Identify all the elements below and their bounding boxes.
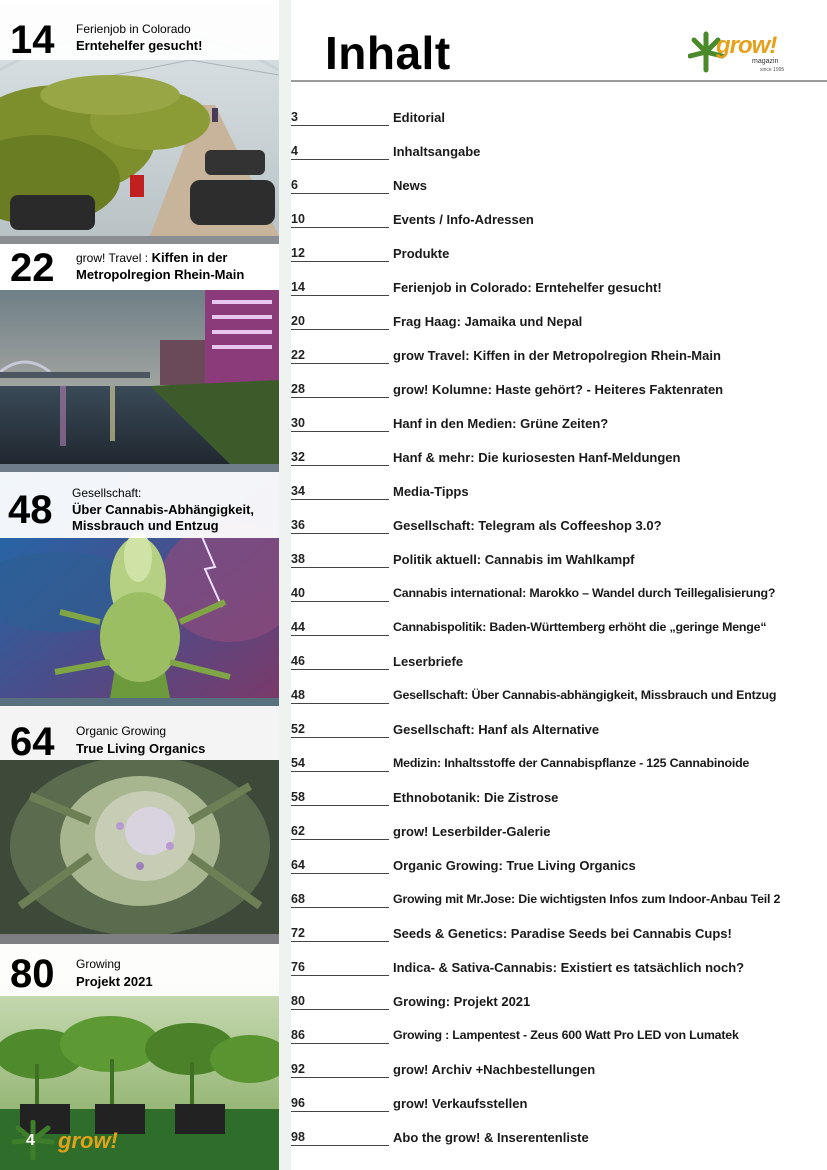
toc-entry-title: Ethnobotanik: Die Zistrose xyxy=(393,790,559,805)
toc-entry-title: Frag Haag: Jamaika und Nepal xyxy=(393,314,583,329)
toc-entry-title: Abo the grow! & Inserentenliste xyxy=(393,1130,589,1145)
feature-number: 22 xyxy=(10,246,55,290)
toc-entry[interactable] xyxy=(291,543,827,577)
toc-page-number: 30 xyxy=(291,416,389,432)
toc-entry[interactable] xyxy=(291,1053,827,1087)
feature-48[interactable] xyxy=(0,472,279,698)
feature-title-line2: Missbrauch und Entzug xyxy=(72,518,219,533)
divider-bar xyxy=(0,934,279,944)
toc-entry[interactable] xyxy=(291,475,827,509)
feature-header xyxy=(0,472,279,538)
toc-page-number: 40 xyxy=(291,586,389,602)
feature-number: 48 xyxy=(8,488,53,532)
toc-page-number: 58 xyxy=(291,790,389,806)
feature-title: True Living Organics xyxy=(76,741,206,756)
toc-page-number: 34 xyxy=(291,484,389,500)
toc-page-number: 80 xyxy=(291,994,389,1010)
toc-entry-title: News xyxy=(393,178,427,193)
logo-since: since 1995 xyxy=(760,67,785,73)
toc-entry[interactable] xyxy=(291,441,827,475)
toc-page-number: 20 xyxy=(291,314,389,330)
feature-22[interactable] xyxy=(0,244,279,464)
feature-number: 64 xyxy=(10,720,55,764)
toc-page-number: 62 xyxy=(291,824,389,840)
toc-page-number: 52 xyxy=(291,722,389,738)
toc-entry-title: Growing: Projekt 2021 xyxy=(393,994,531,1009)
toc-page-number: 54 xyxy=(291,756,389,772)
feature-64[interactable] xyxy=(0,706,279,934)
toc-entry-title: Gesellschaft: Telegram als Coffeeshop 3.0? xyxy=(393,518,662,533)
toc-entry[interactable] xyxy=(291,713,827,747)
toc-entry-title: Events / Info-Adressen xyxy=(393,212,534,227)
toc-entry[interactable] xyxy=(291,951,827,985)
toc-entry-title: Growing : Lampentest - Zeus 600 Watt Pro LED von Lumatek xyxy=(393,1028,739,1042)
toc-entry-title: Produkte xyxy=(393,246,450,261)
toc-page-number: 92 xyxy=(291,1062,389,1078)
toc-entry[interactable] xyxy=(291,305,827,339)
feature-title: Projekt 2021 xyxy=(76,974,153,989)
feature-header xyxy=(0,706,279,764)
toc-page-number: 10 xyxy=(291,212,389,228)
feature-14[interactable] xyxy=(0,0,279,236)
toc-entry[interactable] xyxy=(291,339,827,373)
toc-entry[interactable] xyxy=(291,237,827,271)
feature-kicker: Ferienjob in Colorado xyxy=(76,22,191,36)
toc-entry-title: Gesellschaft: Über Cannabis-abhängigkeit, Missbrauch und Entzug xyxy=(393,688,777,702)
toc-entry-title: Hanf in den Medien: Grüne Zeiten? xyxy=(393,416,609,431)
toc-entry[interactable] xyxy=(291,135,827,169)
toc-entry[interactable] xyxy=(291,645,827,679)
toc-page-number: 12 xyxy=(291,246,389,262)
toc-entry[interactable] xyxy=(291,169,827,203)
toc-entry[interactable] xyxy=(291,271,827,305)
toc-entry[interactable] xyxy=(291,203,827,237)
feature-kicker: Growing xyxy=(76,957,121,971)
toc-entry-title: Growing mit Mr.Jose: Die wichtigsten Infos zum Indoor-Anbau Teil 2 xyxy=(393,892,781,906)
toc-entry[interactable] xyxy=(291,849,827,883)
toc-page-number: 86 xyxy=(291,1028,389,1044)
toc-entry[interactable] xyxy=(291,985,827,1019)
feature-kicker: grow! Travel : xyxy=(76,251,149,265)
feature-title-line2: Metropolregion Rhein-Main xyxy=(76,267,245,282)
toc-page-number: 64 xyxy=(291,858,389,874)
toc-entry[interactable] xyxy=(291,815,827,849)
toc-entry-title: Ferienjob in Colorado: Erntehelfer gesucht! xyxy=(393,280,662,295)
feature-title-line1: Über Cannabis-Abhängigkeit, xyxy=(72,502,255,517)
toc-page-number: 32 xyxy=(291,450,389,466)
feature-header xyxy=(0,0,279,60)
toc-entry[interactable] xyxy=(291,407,827,441)
feature-header xyxy=(0,244,279,290)
toc-entry-title: Media-Tipps xyxy=(393,484,469,499)
toc-entry-title: Organic Growing: True Living Organics xyxy=(393,858,636,873)
toc-page-number: 98 xyxy=(291,1130,389,1146)
feature-number: 80 xyxy=(10,952,55,996)
feature-header xyxy=(0,944,279,996)
toc-entry[interactable] xyxy=(291,1087,827,1121)
divider-bar xyxy=(0,464,279,472)
toc-entry-title: Gesellschaft: Hanf als Alternative xyxy=(393,722,600,737)
toc-entry-title: Politik aktuell: Cannabis im Wahlkampf xyxy=(393,552,635,567)
logo-sub: magazin xyxy=(752,58,779,65)
toc-page-number: 96 xyxy=(291,1096,389,1112)
toc-entry[interactable] xyxy=(291,373,827,407)
toc-page-number: 46 xyxy=(291,654,389,670)
toc-entry-title: Cannabis international: Marokko – Wandel durch Teillegalisierung? xyxy=(393,586,776,600)
toc-page-number: 36 xyxy=(291,518,389,534)
feature-number: 14 xyxy=(10,18,55,62)
toc-page-number: 3 xyxy=(291,110,389,126)
toc-entry-title: Hanf & mehr: Die kuriosesten Hanf-Meldungen xyxy=(393,450,681,465)
toc-entry-title: Editorial xyxy=(393,110,446,125)
river-city-photo xyxy=(0,290,279,464)
feature-title xyxy=(76,250,228,266)
toc-entry-title: grow Travel: Kiffen in der Metropolregion Rhein-Main xyxy=(393,348,721,363)
feature-title-line1: Kiffen in der xyxy=(151,250,228,265)
toc-entry-title: grow! Verkaufsstellen xyxy=(393,1096,528,1111)
toc-entry-title: Cannabispolitik: Baden-Württemberg erhöht die „geringe Menge“ xyxy=(393,620,767,634)
grow-logo[interactable] xyxy=(688,30,798,76)
divider-bar xyxy=(0,236,279,244)
toc-page-number: 28 xyxy=(291,382,389,398)
toc-page-number: 6 xyxy=(291,178,389,194)
page-number: 4 xyxy=(26,1132,35,1149)
toc-entry[interactable] xyxy=(291,577,827,611)
toc-page-number: 48 xyxy=(291,688,389,704)
divider-bar xyxy=(0,698,279,706)
toc-entry[interactable] xyxy=(291,1121,827,1155)
feature-column xyxy=(0,0,279,1170)
toc-entry-title: Inhaltsangabe xyxy=(393,144,481,159)
toc-entry-title: Medizin: Inhaltsstoffe der Cannabispflanze - 125 Cannabinoide xyxy=(393,756,750,770)
feature-kicker: Organic Growing xyxy=(76,724,167,738)
toc-page-number: 76 xyxy=(291,960,389,976)
logo-brand: grow! xyxy=(716,32,777,59)
toc-page-number: 14 xyxy=(291,280,389,296)
toc-entry[interactable] xyxy=(291,509,827,543)
toc-entry-title: Seeds & Genetics: Paradise Seeds bei Cannabis Cups! xyxy=(393,926,732,941)
toc-page-number: 22 xyxy=(291,348,389,364)
toc-page-number: 72 xyxy=(291,926,389,942)
toc-entry[interactable] xyxy=(291,883,827,917)
toc-entry[interactable] xyxy=(291,781,827,815)
title-rule xyxy=(291,80,827,82)
toc-entry-title: Leserbriefe xyxy=(393,654,464,669)
toc-page-number: 44 xyxy=(291,620,389,636)
toc-entry[interactable] xyxy=(291,679,827,713)
feature-title: Erntehelfer gesucht! xyxy=(76,38,203,53)
toc-entry[interactable] xyxy=(291,747,827,781)
toc-entry-title: grow! Leserbilder-Galerie xyxy=(393,824,551,839)
gutter xyxy=(279,0,291,1170)
toc-entry-title: Indica- & Sativa-Cannabis: Existiert es tatsächlich noch? xyxy=(393,960,745,975)
page-footer-badge xyxy=(8,1120,138,1160)
toc-page-number: 38 xyxy=(291,552,389,568)
toc-entry[interactable] xyxy=(291,1019,827,1053)
toc-entry[interactable] xyxy=(291,917,827,951)
toc-entry[interactable] xyxy=(291,101,827,135)
toc-entry-title: grow! Kolumne: Haste gehört? - Heiteres Faktenraten xyxy=(393,382,724,397)
toc-page-number: 68 xyxy=(291,892,389,908)
footer-logo: grow! xyxy=(58,1128,118,1153)
toc-page-number: 4 xyxy=(291,144,389,160)
feature-kicker: Gesellschaft: xyxy=(72,486,142,500)
page-title: Inhalt xyxy=(325,27,451,79)
toc-entry-title: grow! Archiv +Nachbestellungen xyxy=(393,1062,596,1077)
toc-entry[interactable] xyxy=(291,611,827,645)
